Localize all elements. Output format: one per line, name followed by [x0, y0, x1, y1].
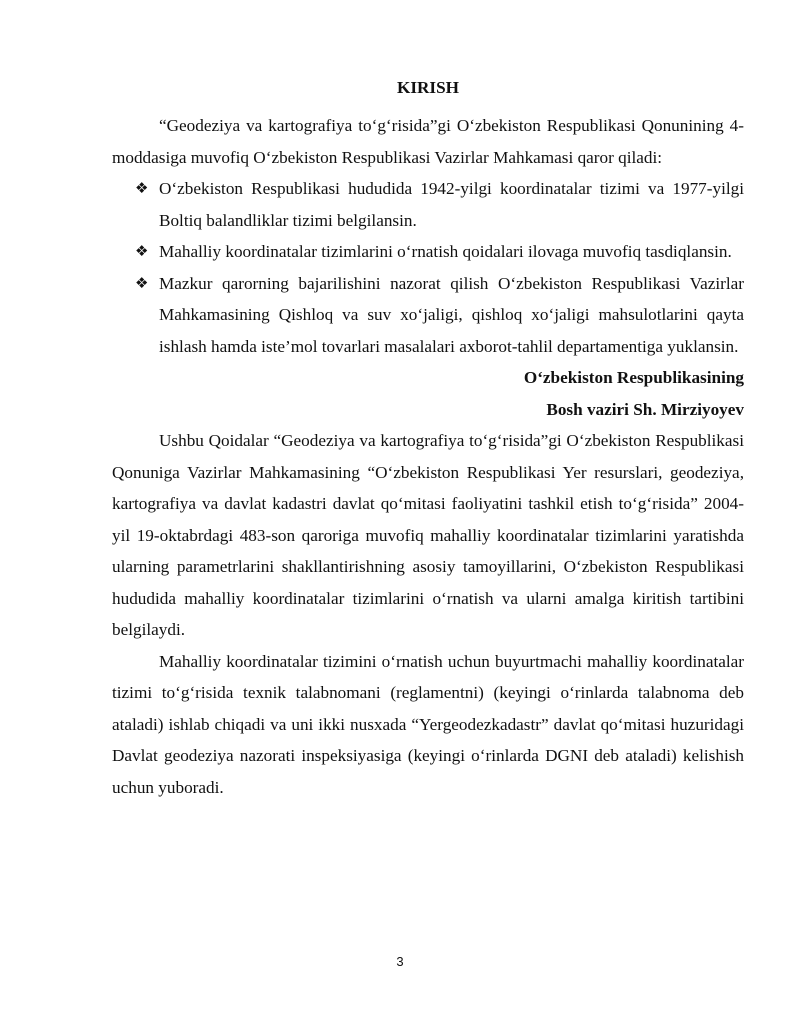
- bullet-item: [112, 173, 744, 236]
- procedure-paragraph: Mahalliy koordinatalar tizimini o‘rnatish uchun buyurtmachi mahalliy koordinatalar tizimi to‘g‘risida texnik talabnomani (reglamentni) (keyingi o‘rinlarda talabnoma deb ataladi) ishlab chiqadi va uni ikki nusxada “Yergeodezkadastr” davlat qo‘mitasi huzuridagi Davlat geodeziya nazorati inspeksiyasiga (keyingi o‘rinlarda DGNI deb ataladi) kelishish uchun yuboradi.: [112, 651, 744, 797]
- bullet-text: Mahalliy koordinatalar tizimlarini o‘rnatish qoidalari ilovaga muvofiq tasdiqlansin.: [159, 242, 732, 261]
- signature-line-1: O‘zbekiston Respublikasining: [523, 368, 744, 387]
- page-number: 3: [396, 954, 404, 969]
- decree-bullet-list: [112, 173, 744, 362]
- bullet-item: [112, 268, 744, 363]
- bullet-text: Mazkur qarorning bajarilishini nazorat qilish O‘zbekiston Respublikasi Vazirlar Mahkamasining Qishloq va suv xo‘jaligi, qishloq xo‘jaligi mahsulotlarini qayta ishlash hamda iste’mol tovarlari masalalari axborot-tahlil departamentiga yuklansin.: [159, 273, 744, 356]
- diamond-bullet-icon: ❖: [135, 273, 149, 292]
- bullet-text: O‘zbekiston Respublikasi hududida 1942-yilgi koordinatalar tizimi va 1977-yilgi Boltiq balandliklar tizimi belgilansin.: [159, 179, 744, 230]
- bullet-item: [112, 236, 744, 268]
- diamond-bullet-icon: ❖: [135, 242, 149, 260]
- signature-line-2: Bosh vaziri Sh. Mirziyoyev: [546, 399, 744, 419]
- document-page: [112, 72, 744, 803]
- diamond-bullet-icon: ❖: [135, 179, 149, 197]
- rules-paragraph: Ushbu Qoidalar “Geodeziya va kartografiya to‘g‘risida”gi O‘zbekiston Respublikasi Qonuniga Vazirlar Mahkamasining “O‘zbekiston Respublikasi Yer resurslari, geodeziya, kartografiya va davlat kadastri davlat qo‘mitasi faoliyatini tashkil etish to‘g‘risida” 2004-yil 19-oktabrdagi 483-son qaroriga muvofiq mahalliy koordinatalar tizimlarini yaratishda ularning parametrlarini shakllantirishning asosiy tamoyillarini, O‘zbekiston Respublikasi hududida mahalliy koordinatalar tizimlarini o‘rnatish va ularni amalga kiritish tartibini belgilaydi.: [112, 431, 744, 639]
- intro-paragraph: “Geodeziya va kartografiya to‘g‘risida”gi O‘zbekiston Respublikasi Qonunining 4-moddasiga muvofiq O‘zbekiston Respublikasi Vazirlar Mahkamasi qaror qiladi:: [112, 116, 744, 167]
- section-title: KIRISH: [396, 78, 460, 97]
